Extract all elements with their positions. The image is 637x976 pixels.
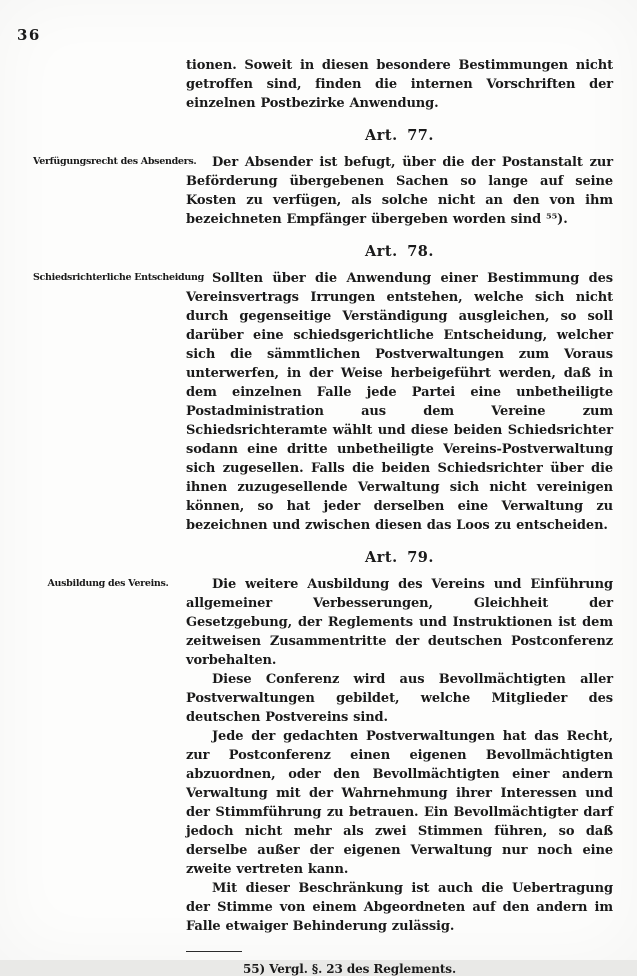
article-79-paragraph-3: Jede der gedachten Postverwaltungen hat das Recht, zur Postconferenz einen eigenen Bevollmächtigten abzuordnen, oder den Bevollmächtigten einer andern Verwaltung mit der Wahrnehmung ihrer Interessen und der Stimmführung zu betrauen. Ein Bevollmächtigter darf jedoch nicht mehr als zwei Stimmen führen, so daß derselbe außer der eigenen Verwaltung nur noch eine zweite vertreten kann.: [186, 729, 613, 877]
margin-note-ausbildung-des-vereins: Ausbildung des Vereins.: [47, 578, 169, 589]
article-77-heading: Art. 77.: [365, 127, 434, 144]
article-78: [33, 243, 613, 535]
article-77-body: [33, 153, 613, 229]
article-79: [47, 549, 613, 936]
margin-note-schiedsrichterliche-entscheidung: Schiedsrichterliche Entscheidung: [33, 272, 204, 283]
article-78-body: [33, 269, 613, 535]
article-77: [33, 127, 613, 229]
footnote: 55) Vergl. §. 23 des Reglements.: [243, 962, 457, 976]
article-78-heading: Art. 78.: [365, 243, 434, 260]
continuation-paragraph: tionen. Soweit in diesen besondere Bestimmungen nicht getroffen sind, finden die internen Vorschriften der einzelnen Postbezirke Anwendung.: [186, 58, 613, 111]
page-number: 36: [17, 26, 41, 44]
footnote-separator: [186, 951, 242, 952]
article-79-paragraph-4: Mit dieser Beschränkung ist auch die Uebertragung der Stimme von einem Abgeordneten auf den andern im Falle etwaiger Behinderung zulässig.: [186, 881, 613, 934]
article-79-body: [47, 575, 613, 936]
main-text-column: [33, 56, 613, 976]
margin-note-verfuegungsrecht: Verfügungsrecht des Absenders.: [33, 156, 197, 167]
article-79-paragraph-1: Die weitere Ausbildung des Vereins und Einführung allgemeiner Verbesserungen, Gleichheit der Gesetzgebung, der Reglements und Instruktionen ist dem zeitweisen Zusammentritte der deutschen Postconferenz vorbehalten.: [186, 577, 613, 668]
article-78-paragraph: Sollten über die Anwendung einer Bestimmung des Vereinsvertrags Irrungen entstehen, welche sich nicht durch gegenseitige Verständigung ausgleichen, so soll darüber eine schiedsgerichtliche Entscheidung, welcher sich die sämmtlichen Postverwaltungen zum Voraus unterwerfen, in der Weise herbeigeführt werden, daß in dem einzelnen Falle jede Partei eine unbetheiligte Postadministration aus dem Vereine zum Schiedsrichteramte wählt und diese beiden Schiedsrichter sodann eine dritte unbetheiligte Vereins-Postverwaltung sich zugesellen. Falls die beiden Schiedsrichter über die ihnen zuzugesellende Verwaltung sich nicht vereinigen können, so hat jeder derselben eine Verwaltung zu bezeichnen und zwischen diesen das Loos zu entscheiden.: [186, 271, 613, 533]
article-77-paragraph: Der Absender ist befugt, über die der Postanstalt zur Beförderung übergebenen Sachen so lange auf seine Kosten zu verfügen, als solche nicht an den von ihm bezeichneten Empfänger übergeben worden sind ⁵⁵).: [186, 155, 613, 227]
article-79-paragraph-2: Diese Conferenz wird aus Bevollmächtigten aller Postverwaltungen gebildet, welche Mitglieder des deutschen Postvereins sind.: [186, 672, 613, 725]
article-79-heading: Art. 79.: [365, 549, 434, 566]
